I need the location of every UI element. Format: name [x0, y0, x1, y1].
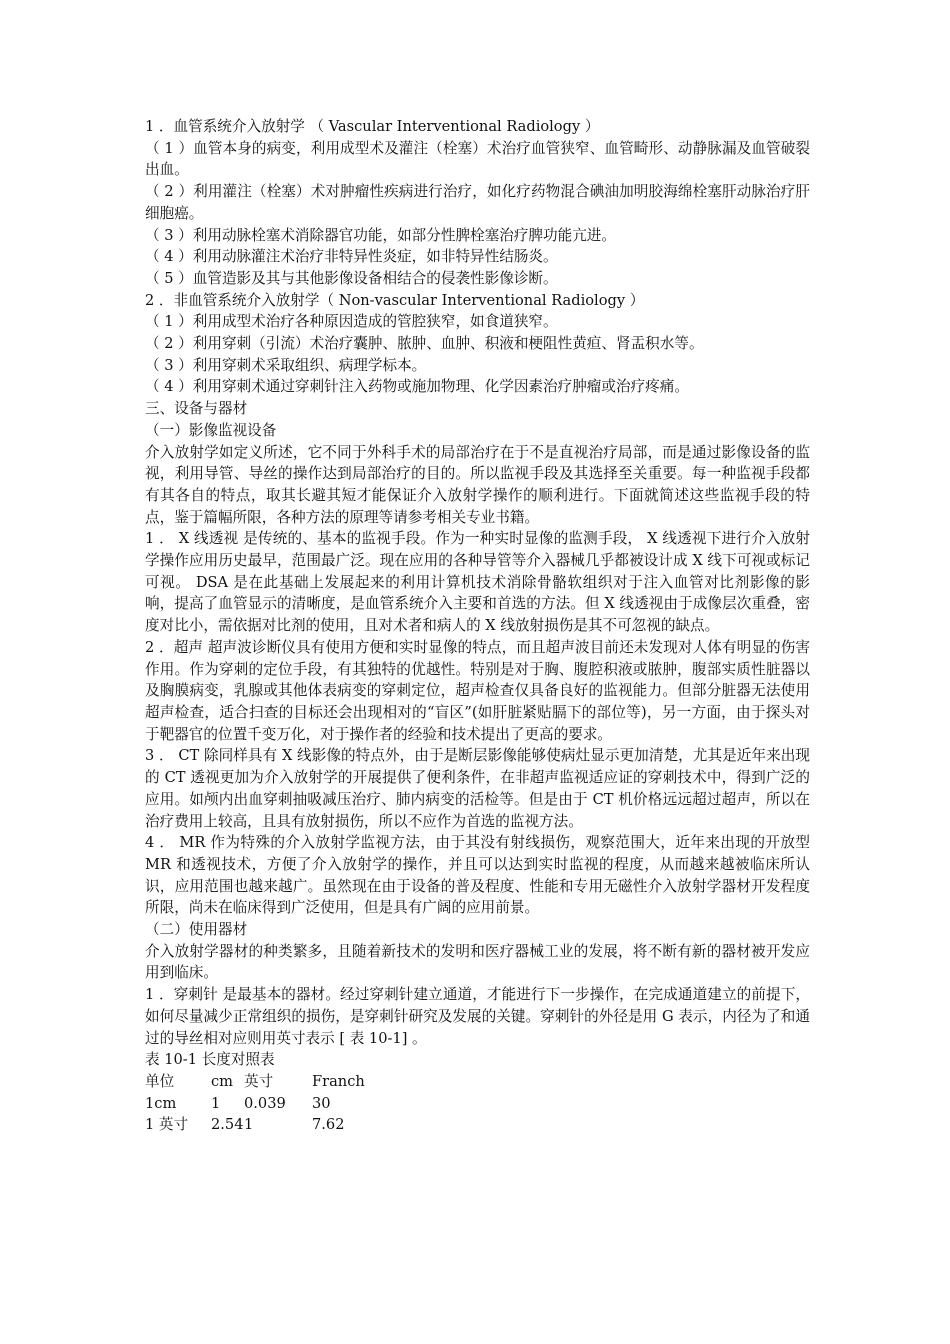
heading-vascular: 1 ．血管系统介入放射学 （ Vascular Interventional Radiology ） — [145, 118, 600, 135]
paragraph-instruments-intro: 介入放射学器材的种类繁多，且随着新技术的发明和医疗器械工业的发展，将不断有新的器材被开发应用到临床。 — [145, 942, 810, 982]
table-header-cell: cm — [211, 1072, 234, 1090]
item-nonvascular-2: （ 2 ）利用穿刺（引流）术治疗囊肿、脓肿、血肿、积液和梗阻性黄疸、肾盂积水等。 — [145, 335, 704, 353]
table-cell: 1cm — [145, 1094, 177, 1112]
item-vascular-1: （ 1 ）血管本身的病变，利用成型术及灌注（栓塞）术治疗血管狭窄、血管畸形、动静脉漏及血管破裂出血。 — [145, 139, 810, 179]
table-cell: 1 — [211, 1094, 221, 1112]
paragraph-imaging-intro: 介入放射学如定义所述，它不同于外科手术的局部治疗在于不是直视治疗局部，而是通过影像设备的监视，利用导管、导丝的操作达到局部治疗的目的。所以监视手段及其选择至关重要。每一种监视手段都有其各自的特点，取其长避其短才能保证介入放射学操作的顺利进行。下面就简述这些监视手段的特点，鉴于篇幅所限，各种方法的原理等请参考相关专业书籍。 — [145, 443, 810, 526]
subsection-heading-imaging: （一）影像监视设备 — [145, 421, 277, 439]
table-header-cell: 英寸 — [244, 1072, 274, 1090]
table-cell: 1 英寸 — [145, 1116, 189, 1134]
table-caption: 表 10-1 长度对照表 — [145, 1051, 275, 1069]
table-header-cell: 单位 — [145, 1072, 175, 1090]
table-cell: 30 — [312, 1094, 331, 1112]
heading-nonvascular: 2 ．非血管系统介入放射学（ Non-vascular Interventional Radiology ） — [145, 291, 645, 309]
table-cell: 7.62 — [312, 1116, 345, 1134]
document-page — [145, 116, 810, 1136]
item-nonvascular-4: （ 4 ）利用穿刺术通过穿刺针注入药物或施加物理、化学因素治疗肿瘤或治疗疼痛。 — [145, 378, 689, 396]
subsection-heading-instruments: （二）使用器材 — [145, 921, 248, 939]
table-header-cell: Franch — [312, 1072, 365, 1090]
item-vascular-2: （ 2 ）利用灌注（栓塞）术对肿瘤性疾病进行治疗，如化疗药物混合碘油加明胶海绵栓塞肝动脉治疗肝细胞癌。 — [145, 183, 810, 222]
paragraph-xray: 1 ． X 线透视 是传统的、基本的监视手段。作为一种实时显像的监测手段， X 线透视下进行介入放射学操作应用历史最早，范围最广泛。现在应用的各种导管等介入器械几乎都被设计成 X 线下可视或标记可视。 DSA 是在此基础上发展起来的利用计算机技术消除骨骼软组织对于注入血管对比剂影像的影响，提高了血管显示的清晰度，是血管系统介入主要和首选的方法。但 X 线透视由于成像层次重叠，密度对比小，需依据对比剂的使用，且对术者和病人的 X 线放射损伤是其不可忽视的缺点。 — [145, 530, 810, 635]
item-nonvascular-1: （ 1 ）利用成型术治疗各种原因造成的管腔狭窄，如食道狭窄。 — [145, 313, 558, 331]
item-nonvascular-3: （ 3 ）利用穿刺术采取组织、病理学标本。 — [145, 356, 427, 374]
table-cell: 0.039 — [244, 1094, 286, 1112]
table-header-row — [145, 1071, 365, 1093]
item-vascular-3: （ 3 ）利用动脉栓塞术消除器官功能，如部分性脾栓塞治疗脾功能亢进。 — [145, 226, 616, 244]
item-vascular-4: （ 4 ）利用动脉灌注术治疗非特异性炎症，如非特异性结肠炎。 — [145, 248, 558, 266]
item-vascular-5: （ 5 ）血管造影及其与其他影像设备相结合的侵袭性影像诊断。 — [145, 269, 558, 287]
paragraph-ultrasound: 2 ．超声 超声波诊断仪具有使用方便和实时显像的特点，而且超声波目前还未发现对人体有明显的伤害作用。作为穿刺的定位手段，有其独特的优越性。特别是对于胸、腹腔积液或脓肿，腹部实质性脏器以及胸膜病变，乳腺或其他体表病变的穿刺定位，超声检查仅具备良好的监视能力。但部分脏器无法使用超声检查，适合扫查的目标还会出现相对的“盲区”(如肝脏紧贴膈下的部位等)，另一方面，由于探头对于靶器官的位置千变万化，对于操作者的经验和技术提出了更高的要求。 — [145, 638, 810, 743]
table-cell: 1 — [244, 1116, 254, 1134]
table-row — [145, 1093, 365, 1115]
table-cell: 2.54 — [211, 1116, 244, 1134]
table-row — [145, 1114, 365, 1136]
section-heading-equipment: 三、设备与器材 — [145, 400, 248, 418]
paragraph-mr: 4 ． MR 作为特殊的介入放射学监视方法，由于其没有射线损伤，观察范围大，近年来出现的开放型 MR 和透视技术，方便了介入放射学的操作，并且可以达到实时监视的程度，从而越来越被临床所认识，应用范围也越来越广。虽然现在由于设备的普及程度、性能和专用无磁性介入放射学器材开发程度所限，尚未在临床得到广泛使用，但是具有广阔的应用前景。 — [145, 834, 810, 917]
length-conversion-table — [145, 1071, 365, 1136]
paragraph-ct: 3 ． CT 除同样具有 X 线影像的特点外，由于是断层影像能够使病灶显示更加清楚，尤其是近年来出现的 CT 透视更加为介入放射学的开展提供了便利条件，在非超声监视适应证的穿刺技术中，得到广泛的应用。如颅内出血穿刺抽吸减压治疗、肺内病变的活检等。但是由于 CT 机价格远远超过超声，所以在治疗费用上较高，且具有放射损伤，所以不应作为首选的监视方法。 — [145, 747, 810, 830]
paragraph-needle: 1 ．穿刺针 是最基本的器材。经过穿刺针建立通道，才能进行下一步操作，在完成通道建立的前提下，如何尽量减少正常组织的损伤，是穿刺针研究及发展的关键。穿刺针的外径是用 G 表示，内径为了和通过的导丝相对应则用英寸表示 [ 表 10-1] 。 — [145, 986, 810, 1047]
